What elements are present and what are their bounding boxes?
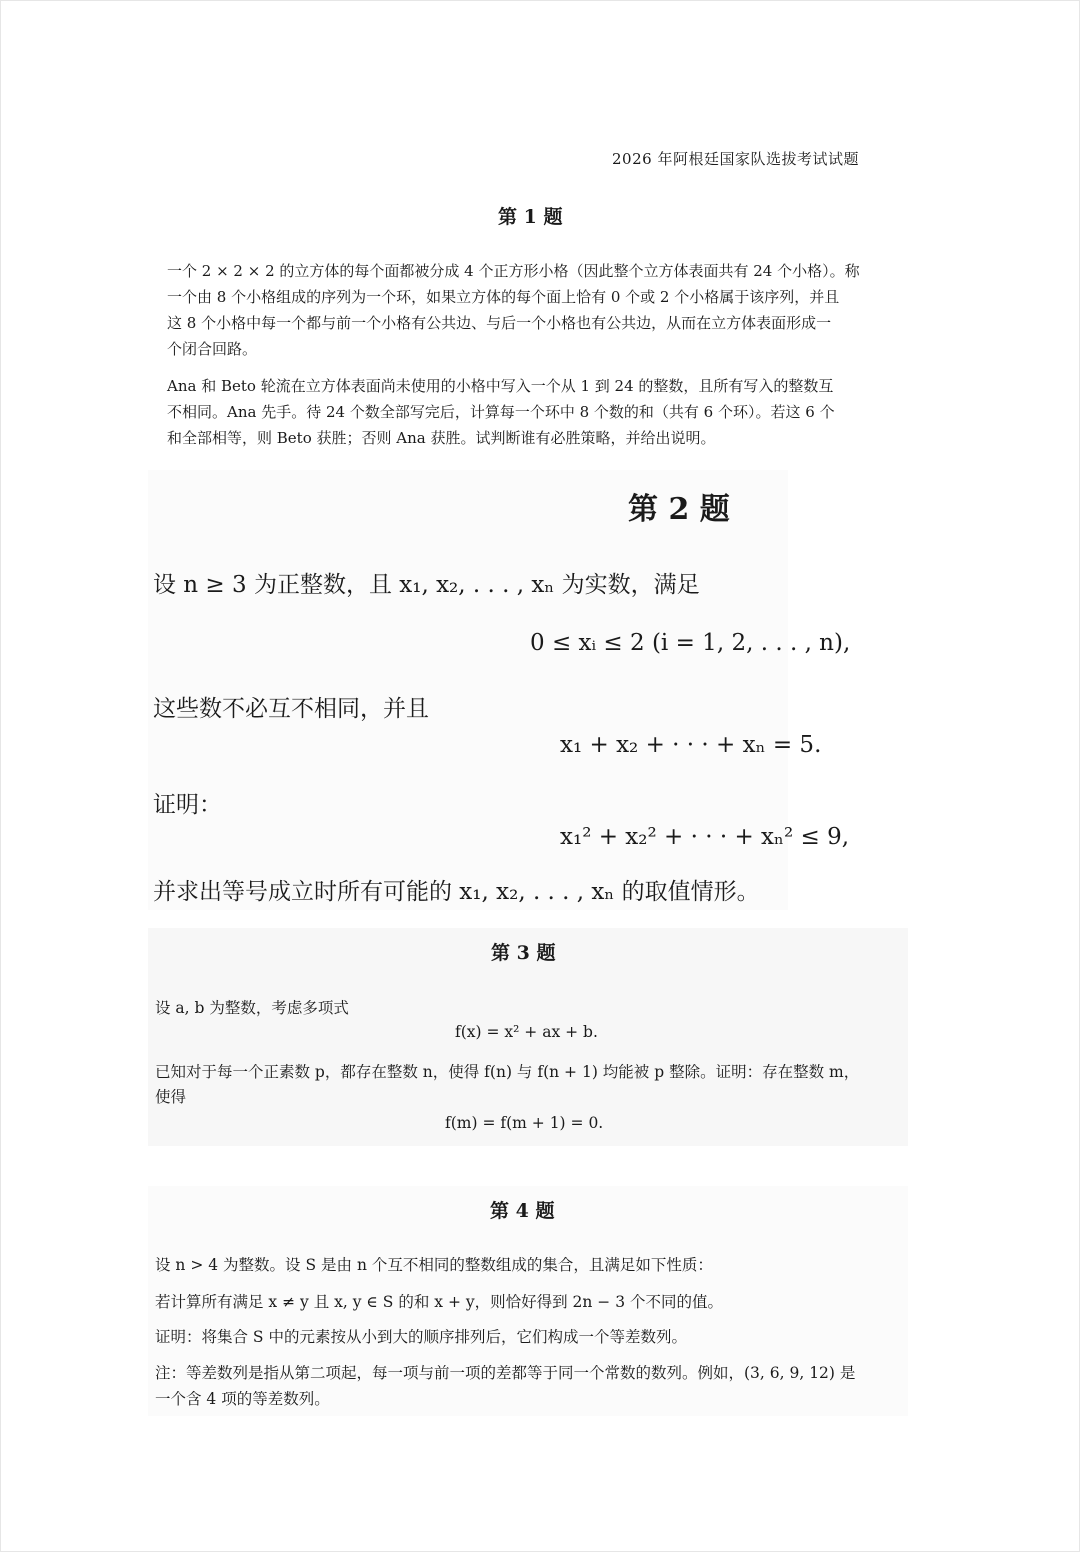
problem-1-line: Ana 和 Beto 轮流在立方体表面尚未使用的小格中写入一个从 1 到 24 的整数，且所有写入的整数互 (167, 377, 834, 395)
problem-4-line: 证明：将集合 S 中的元素按从小到大的顺序排列后，它们构成一个等差数列。 (155, 1328, 687, 1346)
problem-4-line: 注：等差数列是指从第二项起，每一项与前一项的差都等于同一个常数的数列。例如，(3, 6, 9, 12) 是 (155, 1364, 856, 1382)
problem-4-line: 一个含 4 项的等差数列。 (155, 1390, 330, 1408)
problem-1-line: 这 8 个小格中每一个都与前一个小格有公共边、与后一个小格也有公共边，从而在立方体表面形成一 (167, 314, 832, 332)
problem-1-title: 第 1 题 (498, 206, 563, 228)
problem-3-line: 已知对于每一个正素数 p，都存在整数 n，使得 f(n) 与 f(n + 1) 均能被 p 整除。证明：存在整数 m， (155, 1063, 860, 1081)
problem-2-formula: x₁² + x₂² + · · · + xₙ² ≤ 9, (560, 824, 850, 850)
problem-2-line: 这些数不必互不相同，并且 (153, 696, 429, 722)
problem-2-title: 第 2 题 (628, 492, 730, 527)
problem-1-line: 个闭合回路。 (167, 340, 258, 358)
problem-3-title: 第 3 题 (491, 942, 556, 964)
problem-3-line: 使得 (155, 1088, 187, 1106)
problem-1-line: 不相同。Ana 先手。待 24 个数全部写完后，计算每一个环中 8 个数的和（共有 6 个环）。若这 6 个 (167, 403, 835, 421)
problem-3-line: 设 a, b 为整数，考虑多项式 (155, 999, 349, 1017)
problem-4-line: 设 n > 4 为整数。设 S 是由 n 个互不相同的整数组成的集合，且满足如下性质： (155, 1256, 713, 1274)
problem-4-title: 第 4 题 (490, 1200, 555, 1222)
problem-2-formula: 0 ≤ xᵢ ≤ 2 (i = 1, 2, . . . , n), (530, 630, 851, 656)
problem-1-line: 和全部相等，则 Beto 获胜；否则 Ana 获胜。试判断谁有必胜策略，并给出说明。 (167, 429, 716, 447)
problem-2-line: 设 n ≥ 3 为正整数，且 x₁, x₂, . . . , xₙ 为实数，满足 (153, 572, 700, 598)
problem-1-line: 一个由 8 个小格组成的序列为一个环，如果立方体的每个面上恰有 0 个或 2 个小格属于该序列，并且 (167, 288, 840, 306)
problem-4-line: 若计算所有满足 x ≠ y 且 x, y ∈ S 的和 x + y，则恰好得到 2n − 3 个不同的值。 (155, 1293, 724, 1311)
problem-2-formula: x₁ + x₂ + · · · + xₙ = 5. (560, 732, 822, 758)
exam-title: 2026 年阿根廷国家队选拔考试试题 (612, 150, 859, 168)
problem-1-line: 一个 2 × 2 × 2 的立方体的每个面都被分成 4 个正方形小格（因此整个立方体表面共有 24 个小格）。称 (167, 262, 860, 280)
problem-3-formula: f(x) = x² + ax + b. (455, 1023, 598, 1041)
problem-2-line: 并求出等号成立时所有可能的 x₁, x₂, . . . , xₙ 的取值情形。 (153, 879, 760, 905)
problem-3-formula: f(m) = f(m + 1) = 0. (445, 1114, 604, 1132)
problem-2-line: 证明： (153, 792, 222, 818)
